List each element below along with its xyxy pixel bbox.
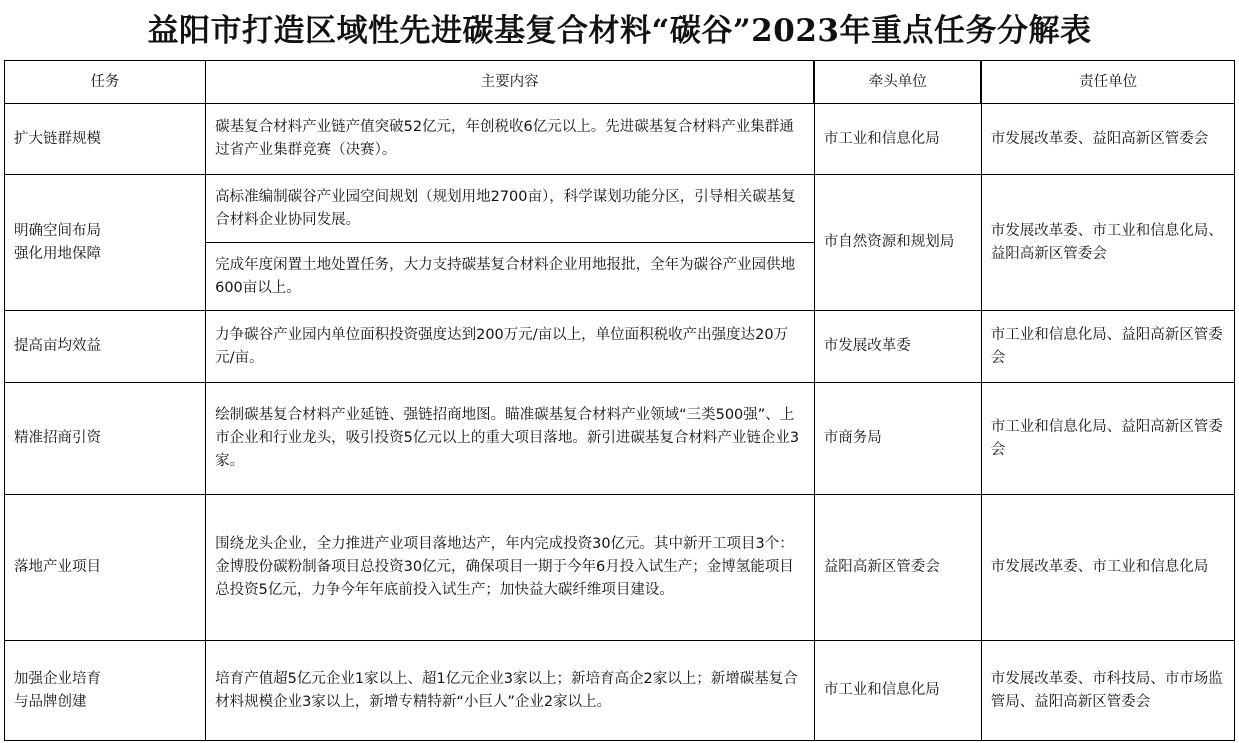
cell-task: 明确空间布局 强化用地保障 — [5, 175, 206, 311]
table-row — [5, 175, 1235, 243]
header-task: 任务 — [5, 61, 206, 104]
cell-lead: 市商务局 — [814, 383, 981, 495]
table-row — [5, 641, 1235, 741]
header-responsible: 责任单位 — [981, 61, 1234, 104]
cell-content: 培育产值超5亿元企业1家以上、超1亿元企业3家以上；新培育高企2家以上；新增碳基复合材料规模企业3家以上，新增专精特新“小巨人”企业2家以上。 — [206, 641, 815, 741]
cell-lead: 市自然资源和规划局 — [814, 175, 981, 311]
cell-content: 完成年度闲置土地处置任务，大力支持碳基复合材料企业用地报批，全年为碳谷产业园供地600亩以上。 — [206, 243, 815, 311]
header-content: 主要内容 — [206, 61, 815, 104]
cell-content: 碳基复合材料产业链产值突破52亿元，年创税收6亿元以上。先进碳基复合材料产业集群通过省产业集群竞赛（决赛）。 — [206, 104, 815, 175]
cell-lead: 市工业和信息化局 — [814, 641, 981, 741]
cell-content: 绘制碳基复合材料产业延链、强链招商地图。瞄准碳基复合材料产业领域“三类500强”、上市企业和行业龙头，吸引投资5亿元以上的重大项目落地。新引进碳基复合材料产业链企业3家。 — [206, 383, 815, 495]
cell-content: 围绕龙头企业，全力推进产业项目落地达产，年内完成投资30亿元。其中新开工项目3个：金博股份碳粉制备项目总投资30亿元，确保项目一期于今年6月投入试生产；金博氢能项目总投资5亿元，力争今年年底前投入试生产；加快益大碳纤维项目建设。 — [206, 495, 815, 641]
cell-responsible: 市发展改革委、市工业和信息化局 — [981, 495, 1234, 641]
table-row — [5, 104, 1235, 175]
cell-task: 精准招商引资 — [5, 383, 206, 495]
task-table — [4, 60, 1235, 741]
table-header-row — [5, 61, 1235, 104]
cell-task: 加强企业培育 与品牌创建 — [5, 641, 206, 741]
cell-content: 高标准编制碳谷产业园空间规划（规划用地2700亩），科学谋划功能分区，引导相关碳基复合材料企业协同发展。 — [206, 175, 815, 243]
cell-responsible: 市发展改革委、市工业和信息化局、益阳高新区管委会 — [981, 175, 1234, 311]
table-row — [5, 383, 1235, 495]
table-row — [5, 311, 1235, 383]
cell-lead: 市发展改革委 — [814, 311, 981, 383]
cell-content: 力争碳谷产业园内单位面积投资强度达到200万元/亩以上，单位面积税收产出强度达20万元/亩。 — [206, 311, 815, 383]
cell-lead: 益阳高新区管委会 — [814, 495, 981, 641]
cell-responsible: 市工业和信息化局、益阳高新区管委会 — [981, 383, 1234, 495]
cell-task: 扩大链群规模 — [5, 104, 206, 175]
cell-task: 落地产业项目 — [5, 495, 206, 641]
cell-responsible: 市工业和信息化局、益阳高新区管委会 — [981, 311, 1234, 383]
cell-task: 提高亩均效益 — [5, 311, 206, 383]
cell-responsible: 市发展改革委、益阳高新区管委会 — [981, 104, 1234, 175]
cell-lead: 市工业和信息化局 — [814, 104, 981, 175]
page-title: 益阳市打造区域性先进碳基复合材料“碳谷”2023年重点任务分解表 — [147, 13, 1092, 49]
table-row — [5, 495, 1235, 641]
cell-responsible: 市发展改革委、市科技局、市市场监管局、益阳高新区管委会 — [981, 641, 1234, 741]
header-lead: 牵头单位 — [814, 61, 981, 104]
